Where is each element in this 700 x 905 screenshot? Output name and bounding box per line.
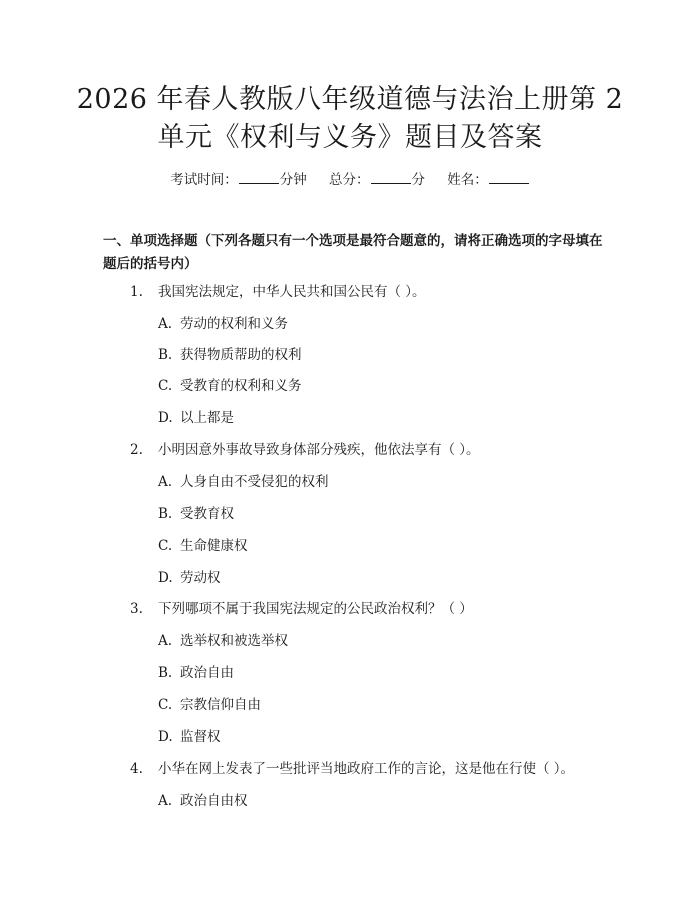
total-score-blank [371, 170, 411, 184]
option-letter: C. [158, 378, 173, 394]
page-title-line-2: 单元《权利与义务》题目及答案 [157, 122, 543, 153]
question-2-option-a [158, 473, 618, 491]
question-number: 2. [130, 442, 143, 458]
option-text: 政治自由权 [180, 793, 248, 809]
question-1 [130, 283, 630, 301]
option-text: 劳动的权利和义务 [180, 316, 288, 332]
exam-meta [0, 170, 700, 189]
name-blank [489, 170, 529, 184]
option-letter: A. [158, 474, 173, 490]
question-number: 4. [130, 761, 143, 777]
exam-time-label: 考试时间： [170, 172, 238, 188]
question-3-option-d [158, 728, 618, 746]
option-text: 人身自由不受侵犯的权利 [180, 474, 329, 490]
question-2-option-b [158, 505, 618, 523]
option-text: 以上都是 [180, 410, 234, 426]
option-letter: A. [158, 793, 173, 809]
name-label: 姓名： [447, 172, 488, 188]
total-score-unit: 分 [411, 172, 425, 188]
option-text: 生命健康权 [180, 538, 248, 554]
option-letter: B. [158, 506, 173, 522]
exam-time-blank [239, 170, 279, 184]
option-letter: C. [158, 538, 173, 554]
total-score-field [329, 170, 425, 189]
question-2-option-d [158, 569, 618, 587]
option-text: 受教育权 [180, 506, 234, 522]
option-text: 宗教信仰自由 [180, 697, 261, 713]
option-letter: A. [158, 633, 173, 649]
question-3-option-c [158, 696, 618, 714]
option-letter: D. [158, 729, 173, 745]
option-text: 获得物质帮助的权利 [180, 347, 302, 363]
option-text: 劳动权 [180, 570, 221, 586]
option-text: 监督权 [180, 729, 221, 745]
question-number: 3. [130, 601, 143, 617]
question-1-option-d [158, 409, 618, 427]
question-text: 小明因意外事故导致身体部分残疾，他依法享有（ ）。 [158, 442, 480, 458]
question-3-option-a [158, 632, 618, 650]
name-field [447, 170, 530, 189]
option-letter: A. [158, 316, 173, 332]
option-letter: D. [158, 410, 173, 426]
question-1-option-a [158, 315, 618, 333]
question-text: 我国宪法规定，中华人民共和国公民有（ ）。 [158, 284, 426, 300]
option-letter: C. [158, 697, 173, 713]
question-1-option-c [158, 377, 618, 395]
question-1-option-b [158, 346, 618, 364]
question-2-option-c [158, 537, 618, 555]
option-text: 受教育的权利和义务 [180, 378, 302, 394]
section-heading: 一、单项选择题（下列各题只有一个选项是最符合题意的，请将正确选项的字母填在题后的括号内） [103, 233, 603, 272]
question-text: 下列哪项不属于我国宪法规定的公民政治权利？（ ） [158, 601, 473, 617]
question-4 [130, 760, 630, 778]
exam-time-unit: 分钟 [279, 172, 307, 188]
exam-time-field [170, 170, 307, 189]
question-text: 小华在网上发表了一些批评当地政府工作的言论，这是他在行使（ ）。 [158, 761, 575, 777]
option-letter: B. [158, 665, 173, 681]
option-text: 选举权和被选举权 [180, 633, 288, 649]
option-letter: B. [158, 347, 173, 363]
question-3 [130, 600, 630, 618]
question-3-option-b [158, 664, 618, 682]
option-text: 政治自由 [180, 665, 234, 681]
question-2 [130, 441, 630, 459]
question-4-option-a [158, 792, 618, 810]
total-score-label: 总分： [329, 172, 370, 188]
option-letter: D. [158, 570, 173, 586]
page-title-line-1: 2026 年春人教版八年级道德与法治上册第 2 [76, 84, 624, 115]
question-number: 1. [130, 284, 143, 300]
